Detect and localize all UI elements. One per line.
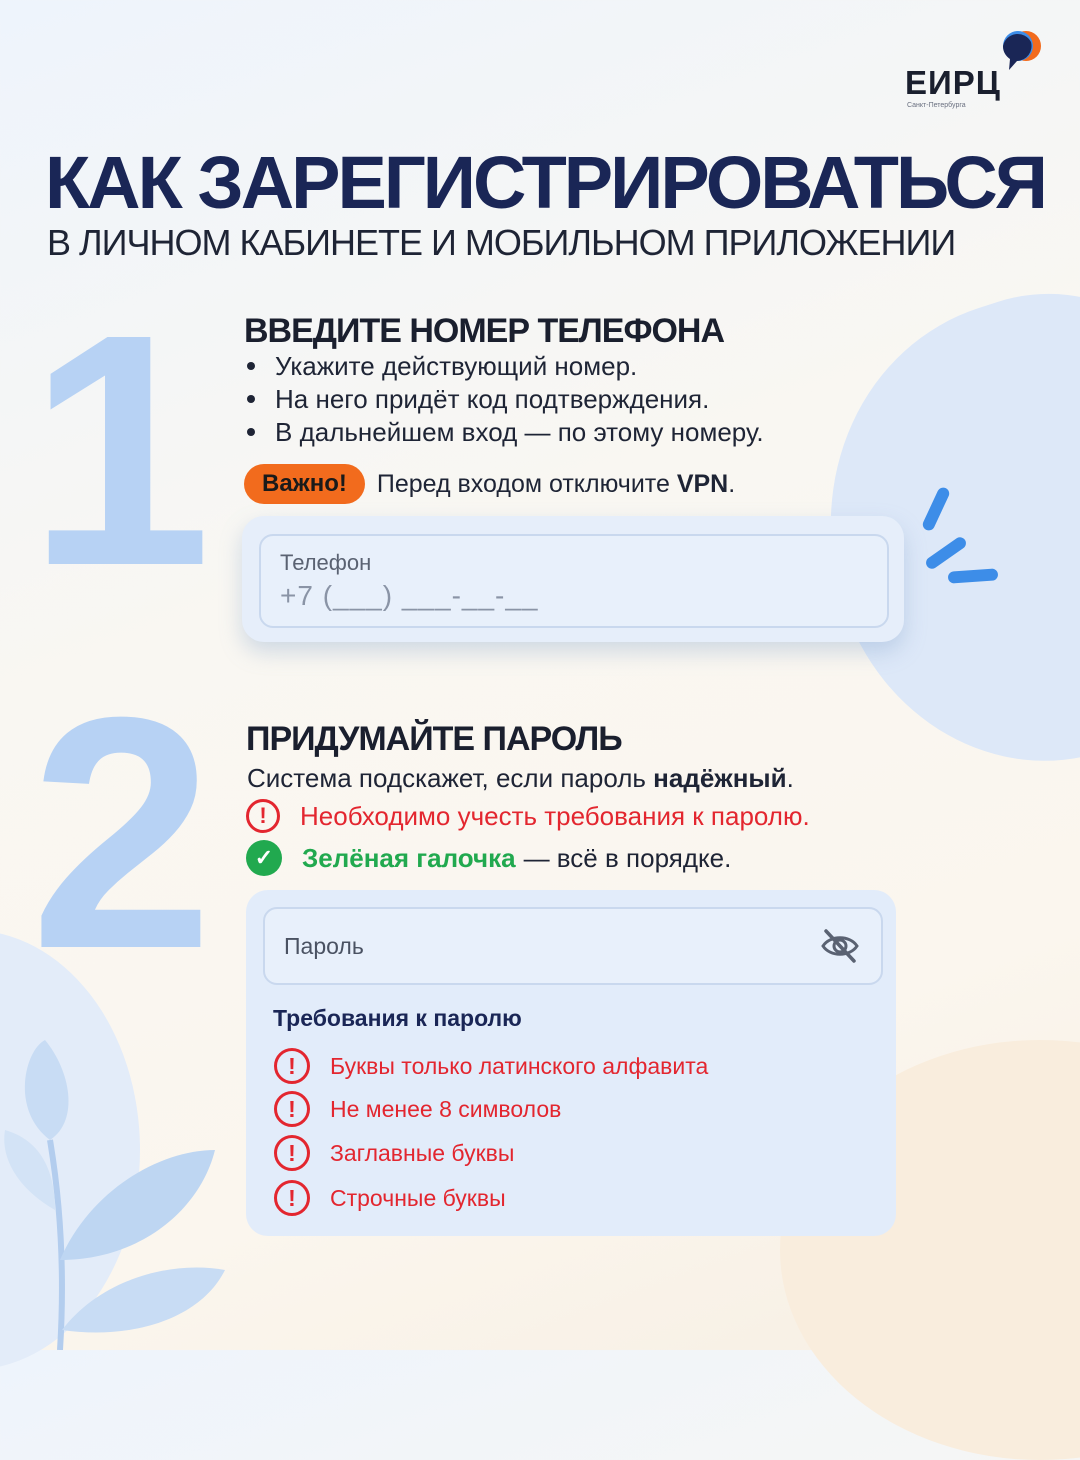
password-input[interactable] [263, 907, 883, 985]
important-note [244, 464, 735, 504]
phone-input[interactable] [259, 534, 889, 628]
ok-text: — всё в порядке. [523, 842, 732, 873]
warning-line [246, 799, 810, 833]
exclamation-icon: ! [274, 1091, 310, 1127]
important-text: Перед входом отключите VPN. [376, 469, 736, 498]
ok-bold-text: Зелёная галочка [302, 842, 516, 873]
checkmark-icon: ✓ [246, 840, 282, 876]
requirement-item: ! Заглавные буквы [274, 1135, 514, 1171]
bullet-item: Укажите действующий номер. [244, 350, 764, 383]
bullet-item: На него придёт код подтверждения. [244, 383, 764, 416]
step2-description: Система подскажет, если пароль надёжный. [247, 763, 794, 793]
bullet-item: В дальнейшем вход — по этому номеру. [244, 416, 764, 449]
exclamation-icon: ! [274, 1135, 310, 1171]
step1-bullets [244, 350, 764, 449]
logo-subtext: Санкт-Петербурга [907, 102, 966, 109]
exclamation-icon: ! [246, 799, 280, 833]
requirement-item: ! Не менее 8 символов [274, 1091, 561, 1127]
step1-heading: ВВЕДИТЕ НОМЕР ТЕЛЕФОНА [244, 312, 725, 350]
page-title: КАК ЗАРЕГИСТРИРОВАТЬСЯ [45, 141, 1045, 224]
bullet-dot-icon [247, 362, 255, 370]
eirc-logo[interactable] [905, 30, 1055, 110]
step-number-2: 2 [30, 648, 204, 1017]
phone-label: Телефон [280, 550, 372, 575]
bullet-dot-icon [247, 395, 255, 403]
important-badge: Важно! [244, 464, 365, 504]
bullet-dot-icon [247, 428, 255, 436]
logo-text: ЕИРЦ [905, 64, 1001, 101]
warning-text: Необходимо учесть требования к паролю. [300, 800, 810, 831]
page-subtitle: В ЛИЧНОМ КАБИНЕТЕ И МОБИЛЬНОМ ПРИЛОЖЕНИИ [47, 222, 956, 263]
requirement-item: ! Строчные буквы [274, 1180, 506, 1216]
ok-line [246, 840, 731, 876]
requirements-title: Требования к паролю [273, 1005, 522, 1031]
password-placeholder: Пароль [284, 933, 364, 959]
step-number-1: 1 [28, 265, 202, 634]
leaves-decoration [0, 1040, 230, 1350]
phone-mask: +7 (___) ___-__-__ [280, 580, 539, 611]
logo-bubbles-icon [995, 30, 1045, 72]
exclamation-icon: ! [274, 1180, 310, 1216]
exclamation-icon: ! [274, 1048, 310, 1084]
requirement-item: ! Буквы только латинского алфавита [274, 1048, 708, 1084]
step2-heading: ПРИДУМАЙТЕ ПАРОЛЬ [246, 720, 622, 758]
eye-off-icon[interactable] [820, 926, 860, 966]
